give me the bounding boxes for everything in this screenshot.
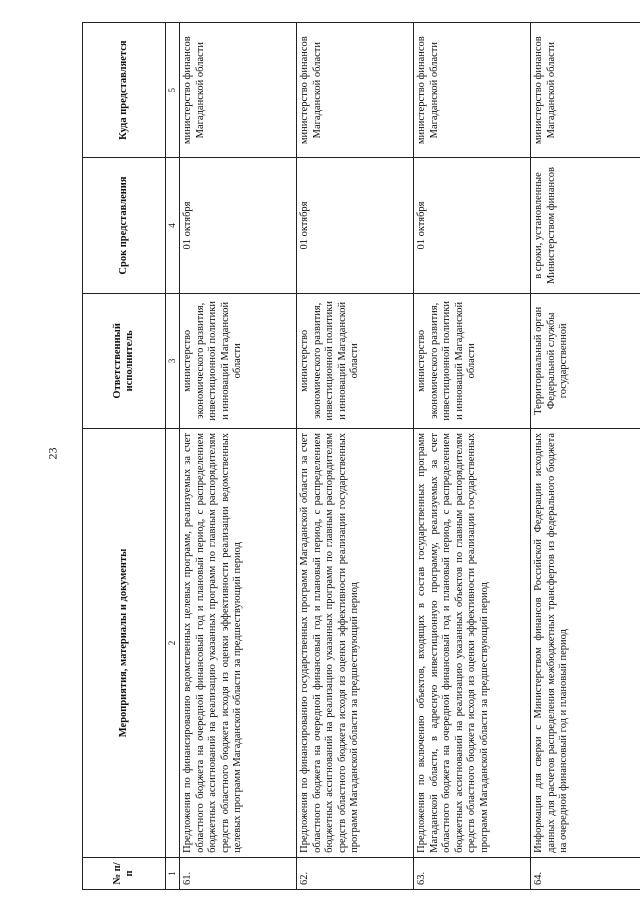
row-number: 62. — [297, 857, 414, 889]
header-deadline: Срок представления — [83, 158, 166, 293]
rotated-table-area — [82, 22, 622, 890]
row-recipient: министерство финансов Магаданской области — [531, 23, 640, 158]
row-deadline: 01 октября — [180, 158, 297, 293]
table-header-row — [83, 23, 166, 890]
row-deadline: в сроки, установленные Министерством финансов — [531, 158, 640, 293]
row-recipient: министерство финансов Магаданской области — [180, 23, 297, 158]
column-number-row — [166, 23, 180, 890]
row-number: 64. — [531, 857, 640, 889]
row-executor: Территориальный орган Федеральной службы государственной — [531, 293, 640, 428]
row-deadline: 01 октября — [297, 158, 414, 293]
column-number: 4 — [166, 158, 180, 293]
table-row — [531, 23, 640, 890]
row-deadline: 01 октября — [414, 158, 531, 293]
column-number: 1 — [166, 857, 180, 889]
row-executor: министерство экономического развития, инвестиционной политики и инноваций Магаданской области — [297, 293, 414, 428]
measures-table — [82, 22, 640, 890]
row-recipient: министерство финансов Магаданской области — [414, 23, 531, 158]
column-number: 3 — [166, 293, 180, 428]
column-number: 5 — [166, 23, 180, 158]
row-recipient: министерство финансов Магаданской области — [297, 23, 414, 158]
row-executor: министерство экономического развития, инвестиционной политики и инноваций Магаданской области — [180, 293, 297, 428]
header-recipient: Куда представляется — [83, 23, 166, 158]
row-number: 61. — [180, 857, 297, 889]
header-executor: Ответственный исполнитель — [83, 293, 166, 428]
row-executor: министерство экономического развития, инвестиционной политики и инноваций Магаданской области — [414, 293, 531, 428]
row-measure-text: Предложения по финансированию государственных программ Магаданской области за счет областного бюджета на очередной финансовый год и плановый период, с распределением бюджетных ассигнований на реализацию указанных программ по главным распорядителям средств областного бюджета исходя из оценки эффективности реализации государственных программ Магаданской области за предшествующий период — [297, 428, 414, 857]
column-number: 2 — [166, 428, 180, 857]
header-measures: Мероприятия, материалы и документы — [83, 428, 166, 857]
row-measure-text: Информация для сверки с Министерством финансов Российской Федерации исходных данных для расчетов распределения межбюджетных трансфертов из федерального бюджета на очередной финансовый год и плановый период — [531, 428, 640, 857]
table-row — [180, 23, 297, 890]
page-number: 23 — [45, 447, 60, 460]
row-measure-text: Предложения по финансированию ведомственных целевых программ, реализуемых за счет областного бюджета на очередной финансовый год и плановый период, с распределением бюджетных ассигнований на реализацию указанных программ по главным распорядителям средств областного бюджета исходя из оценки эффективности реализации ведомственных целевых программ Магаданской области за предшествующий период — [180, 428, 297, 857]
row-number: 63. — [414, 857, 531, 889]
row-measure-text: Предложения по включению объектов, входящих в состав государственных программ Магаданской области, в адресную инвестиционную программу, реализуемых за счет областного бюджета на очередной финансовый год и плановый период, с распределением бюджетных ассигнований на реализацию указанных объектов по главным распорядителям средств областного бюджета исходя из оценки эффективности реализации государственных программ Магаданской области за предшествующий период — [414, 428, 531, 857]
table-row — [297, 23, 414, 890]
header-num: № п/п — [83, 857, 166, 889]
table-row — [414, 23, 531, 890]
landscape-wrapper — [82, 22, 622, 890]
